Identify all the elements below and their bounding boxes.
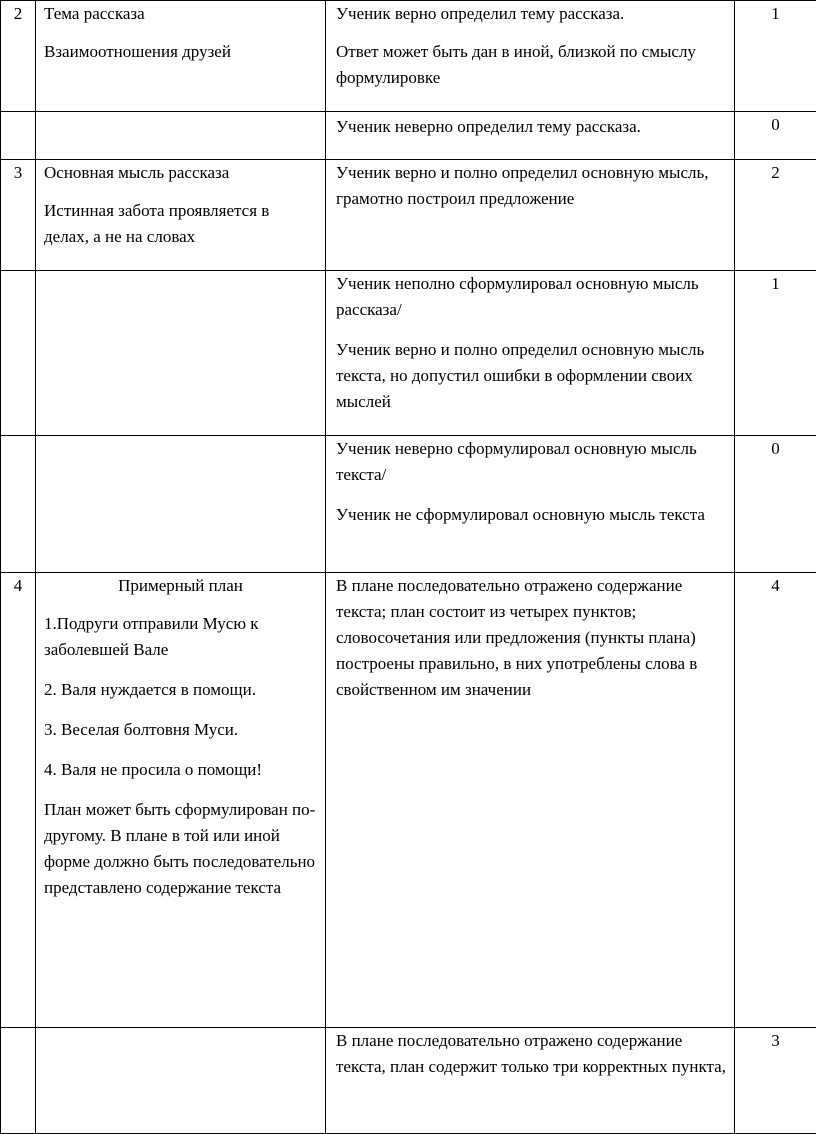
response-cell <box>326 160 735 271</box>
criterion-cell <box>36 160 326 271</box>
task-number-cell <box>1 112 36 160</box>
plan-item: 2. Валя нуждается в помощи. <box>44 677 317 703</box>
response-text: Ученик не сформулировал основную мысль текста <box>336 502 726 528</box>
plan-note: План может быть сформулирован по-другому. В плане в той или иной форме должно быть последовательно представлено содержание текста <box>44 797 317 901</box>
points-cell <box>735 1028 816 1134</box>
table-row <box>1 436 816 573</box>
criterion-cell <box>36 1 326 112</box>
points-cell <box>735 160 816 271</box>
response-cell <box>326 1 735 112</box>
response-text: В плане последовательно отражено содержание текста, план содержит только три корректных пункта, <box>336 1028 726 1080</box>
points-cell <box>735 436 816 573</box>
points-cell <box>735 1 816 112</box>
response-cell <box>326 112 735 160</box>
response-cell <box>326 271 735 436</box>
task-number-cell <box>1 436 36 573</box>
criterion-cell <box>36 271 326 436</box>
response-cell <box>326 1028 735 1134</box>
criterion-title: Основная мысль рассказа <box>44 160 317 186</box>
criterion-answer: Взаимоотношения друзей <box>44 39 317 65</box>
response-cell <box>326 573 735 1028</box>
table-row <box>1 1028 816 1134</box>
response-cell <box>326 436 735 573</box>
table-row <box>1 573 816 1028</box>
points-value: 0 <box>771 115 780 134</box>
response-text: Ученик неверно определил тему рассказа. <box>336 114 726 140</box>
points-value: 1 <box>771 274 780 293</box>
response-text: Ученик неполно сформулировал основную мысль рассказа/ <box>336 271 726 323</box>
task-number-cell <box>1 271 36 436</box>
task-number-cell <box>1 160 36 271</box>
criterion-cell <box>36 436 326 573</box>
criterion-cell <box>36 1028 326 1134</box>
points-value: 4 <box>771 576 780 595</box>
response-text: Ученик верно определил тему рассказа. <box>336 1 726 27</box>
response-text: Ученик верно и полно определил основную мысль, грамотно построил предложение <box>336 160 726 212</box>
points-value: 0 <box>771 439 780 458</box>
response-text: Ученик неверно сформулировал основную мысль текста/ <box>336 436 726 488</box>
task-number-cell <box>1 573 36 1028</box>
criterion-title: Примерный план <box>44 573 317 599</box>
table-row <box>1 160 816 271</box>
task-number-cell <box>1 1028 36 1134</box>
points-cell <box>735 573 816 1028</box>
criterion-cell <box>36 573 326 1028</box>
points-value: 3 <box>771 1031 780 1050</box>
points-cell <box>735 112 816 160</box>
response-text: Ответ может быть дан в иной, близкой по смыслу формулировке <box>336 39 726 91</box>
table-row <box>1 112 816 160</box>
plan-item: 4. Валя не просила о помощи! <box>44 757 317 783</box>
points-cell <box>735 271 816 436</box>
criterion-cell <box>36 112 326 160</box>
task-number-cell <box>1 1 36 112</box>
task-number: 2 <box>14 4 23 23</box>
table-row <box>1 271 816 436</box>
response-text: В плане последовательно отражено содержание текста; план состоит из четырех пунктов; словосочетания или предложения (пункты плана) построены правильно, в них употреблены слова в свойственном им значении <box>336 573 726 703</box>
task-number: 4 <box>14 576 23 595</box>
plan-item: 3. Веселая болтовня Муси. <box>44 717 317 743</box>
criterion-title: Тема рассказа <box>44 1 317 27</box>
criterion-answer: Истинная забота проявляется в делах, а не на словах <box>44 198 317 250</box>
task-number: 3 <box>14 163 23 182</box>
table-row <box>1 1 816 112</box>
points-value: 1 <box>771 4 780 23</box>
plan-item: 1.Подруги отправили Мусю к заболевшей Вале <box>44 611 317 663</box>
points-value: 2 <box>771 163 780 182</box>
response-text: Ученик верно и полно определил основную мысль текста, но допустил ошибки в оформлении своих мыслей <box>336 337 726 415</box>
